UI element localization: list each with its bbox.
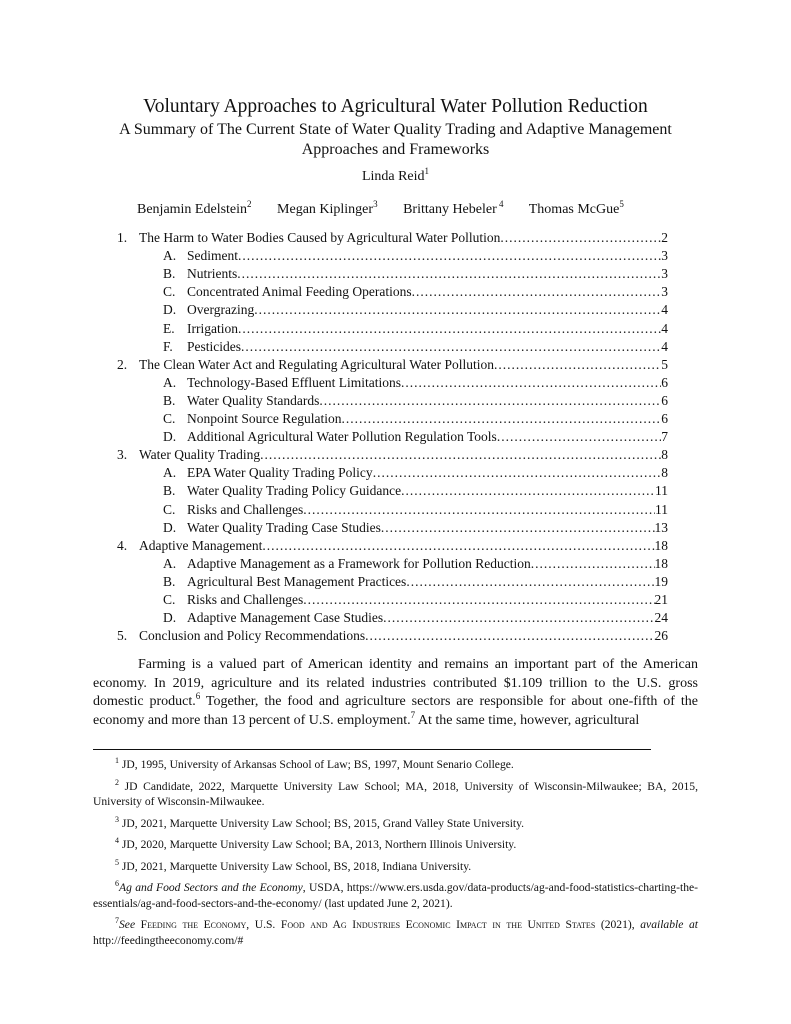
footnote [93,859,698,875]
footnote-text: JD, 2020, Marquette University Law School; BA, 2013, Northern Illinois University. [119,838,517,851]
footnote-number: 4 [115,836,119,845]
footnote [93,880,698,911]
footnote [93,917,698,948]
toc-entry[interactable] [0,283,791,301]
toc-leader-dots [494,356,661,374]
footnote-source-title: Feeding the Economy, U.S. Food and Ag Industries Economic Impact in the United States [140,918,596,931]
toc-entry-title: Nutrients [187,266,238,282]
toc-leader-dots [406,573,654,591]
toc-entry-title: Concentrated Animal Feeding Operations [187,284,412,300]
toc-entry[interactable] [0,301,791,319]
toc-entry[interactable] [0,392,791,410]
toc-entry-number: D. [163,519,177,535]
footnote-number: 2 [115,777,119,787]
toc-entry[interactable] [0,428,791,446]
toc-leader-dots [341,410,661,428]
toc-leader-dots [401,482,655,500]
toc-leader-dots [303,591,654,609]
toc-entry-page: 26 [654,628,668,644]
toc-entry-page: 6 [661,411,668,426]
toc-entry-number: C. [163,411,176,426]
footnote-number: 1 [115,756,119,765]
lead-author-name: Linda Reid [361,169,425,184]
toc-entry-line [187,283,668,301]
toc-leader-dots [373,464,662,482]
document-title: Voluntary Approaches to Agricultural Water Pollution Reduction [143,96,648,117]
toc-entry-number: C. [163,284,176,300]
toc-leader-dots [531,555,655,573]
toc-entry[interactable] [0,374,791,392]
toc-entry-number: A. [163,374,177,390]
toc-entry-line [187,320,668,338]
toc-leader-dots [500,229,661,247]
lead-author [0,168,791,186]
toc-entry-page: 3 [661,266,668,282]
toc-entry-page: 11 [655,483,668,499]
toc-entry-page: 5 [661,356,668,372]
toc-entry-page: 6 [661,392,668,408]
toc-entry-title: Pesticides [187,338,241,354]
toc-leader-dots [401,374,661,392]
toc-entry-line [187,428,668,446]
toc-entry[interactable] [0,464,791,482]
toc-entry-title: Nonpoint Source Regulation [187,411,342,426]
toc-entry-line [187,392,668,410]
toc-entry-page: 21 [654,592,668,607]
footnote-number: 5 [115,857,119,867]
toc-entry-title: EPA Water Quality Trading Policy [187,465,373,481]
footnote-link[interactable]: http://feedingtheeconomy.com/# [93,933,244,947]
toc-entry-title: Conclusion and Policy Recommendations [139,628,366,644]
footnote [93,816,698,832]
toc-entry-number: F. [163,338,173,354]
toc-entry-number: B. [163,573,176,589]
toc-entry-page: 13 [654,519,668,535]
footnote-source-title: Ag and Food Sectors and the Economy [119,881,303,894]
toc-entry-line [187,410,668,428]
toc-entry-line [187,338,668,356]
toc-entry[interactable] [0,320,791,338]
toc-entry-title: Adaptive Management as a Framework for Pollution Reduction [187,555,531,571]
toc-entry-page: 8 [661,447,668,463]
toc-entry-line [139,356,668,374]
toc-entry-title: Agricultural Best Management Practices [187,573,407,589]
toc-leader-dots [260,446,661,464]
toc-entry[interactable] [0,356,791,374]
toc-entry-line [187,501,668,519]
toc-leader-dots [319,392,661,410]
toc-entry-page: 6 [661,374,668,390]
toc-entry[interactable] [0,627,791,645]
footnote-marker[interactable]: 1 [424,166,430,176]
toc-entry-number: B. [163,392,176,408]
footnote-text: JD, 2021, Marquette University Law School, BS, 2018, Indiana University. [119,859,472,873]
toc-entry-title: Risks and Challenges [187,501,304,517]
toc-entry-title: Sediment [187,248,238,264]
toc-leader-dots [237,265,661,283]
footnotes [93,757,698,954]
footnote-text: JD, 1995, University of Arkansas School of Law; BS, 1997, Mount Senario College. [119,758,514,771]
footnote-marker[interactable]: 5 [619,199,624,209]
toc-entry-line [187,482,668,500]
toc-entry-number: B. [163,266,176,282]
footnote-text: (2021), [595,918,635,931]
toc-entry-number: C. [163,592,176,607]
toc-entry[interactable] [0,265,791,283]
toc-leader-dots [238,247,661,265]
toc-entry-line [139,627,668,645]
author-name: Thomas McGue [528,202,620,217]
toc-leader-dots [381,519,655,537]
toc-entry-line [139,229,668,247]
toc-leader-dots [412,283,662,301]
co-authors [137,201,697,219]
footnote-text: JD Candidate, 2022, Marquette University Law School; MA, 2018, University of Wisconsin-Milwaukee; BA, 2015, University of Wisconsin-Milwaukee. [93,779,698,808]
toc-leader-dots [241,338,661,356]
footnote-number: 6 [115,879,119,888]
toc-entry[interactable] [0,482,791,500]
footnote-marker[interactable]: 4 [496,199,504,209]
toc-entry[interactable] [0,555,791,573]
toc-entry-title: Adaptive Management [139,537,263,553]
toc-entry[interactable] [0,591,791,609]
toc-entry-line [187,247,668,265]
toc-entry-line [139,446,668,464]
toc-entry-page: 11 [655,501,668,517]
toc-entry-line [187,609,668,627]
toc-entry-title: The Harm to Water Bodies Caused by Agricultural Water Pollution [139,230,501,245]
body-text: Together, the food and agriculture sectors are responsible for about one-fifth of the economy and more than 13 percent of U.S. employment. [93,694,698,728]
toc-entry[interactable] [0,229,791,247]
toc-entry-title: Water Quality Trading Case Studies [187,519,381,535]
author [403,199,504,217]
toc-entry-line [187,374,668,392]
toc-entry-line [187,519,668,537]
body-text: Farming is a valued part of American identity and remains an important part of the American economy. In 2019, agriculture and its related industries contributed $1.109 trillion to the U.S. gross domestic product. [93,657,698,709]
toc-entry-number: 5. [117,628,128,644]
body-paragraph [93,656,698,730]
footnote-marker[interactable]: 2 [247,199,252,209]
toc-entry[interactable] [0,446,791,464]
toc-entry-line [139,537,668,555]
footnote [93,837,698,853]
toc-entry-number: E. [163,320,175,336]
footnote [93,779,698,810]
toc-entry-title: Overgrazing [187,302,255,318]
toc-entry-title: Water Quality Trading Policy Guidance [187,483,402,499]
toc-leader-dots [365,627,654,645]
footnote-signal: See [119,918,136,931]
author [137,199,252,217]
footnote-number: 7 [115,916,119,925]
toc-entry-number: D. [163,302,177,318]
toc-leader-dots [497,428,661,446]
toc-entry-number: A. [163,248,177,264]
footnote-number: 3 [115,814,119,824]
author [277,199,378,217]
toc-entry-line [187,591,668,609]
toc-entry-title: The Clean Water Act and Regulating Agricultural Water Pollution [139,356,494,372]
author-name: Megan Kiplinger [277,202,374,217]
footnote-text[interactable]: , USDA, https://www.ers.usda.gov/data-products/ag-and-food-statistics-charting-the-essentials/ag-and-food-sectors-and-the-economy/ (last updated June 2, 2021). [93,881,698,910]
toc-entry-line [187,464,668,482]
toc-leader-dots [254,301,661,319]
toc-entry-number: D. [163,610,177,626]
toc-entry-page: 18 [654,555,668,571]
toc-entry-page: 4 [661,302,668,318]
toc-entry-line [187,573,668,591]
toc-entry-number: 4. [117,537,128,553]
toc-entry-number: C. [163,501,176,517]
toc-entry[interactable] [0,247,791,265]
toc-entry-number: A. [163,465,177,481]
toc-entry-title: Technology-Based Effluent Limitations [187,374,402,390]
author [528,199,624,217]
toc-entry-title: Additional Agricultural Water Pollution Regulation Tools [187,429,497,445]
footnote-marker[interactable]: 6 [195,691,201,701]
document-subtitle: A Summary of The Current State of Water Quality Trading and Adaptive Management Approaches and Frameworks [119,121,672,158]
toc-entry-title: Irrigation [187,320,238,336]
toc-entry-number: 3. [117,447,128,463]
footnote-text: JD, 2021, Marquette University Law School; BS, 2015, Grand Valley State University. [119,816,525,830]
toc-entry-page: 2 [661,230,668,245]
author-name: Benjamin Edelstein [137,202,248,217]
toc-entry-title: Water Quality Trading [139,447,261,463]
toc-entry[interactable] [0,609,791,627]
toc-entry-number: D. [163,429,177,445]
footnote-divider [93,749,651,750]
toc-entry-title: Risks and Challenges [187,592,304,607]
toc-entry-page: 8 [661,465,668,481]
footnote-marker[interactable]: 3 [373,199,378,209]
toc-entry-line [187,555,668,573]
toc-entry-number: A. [163,555,177,571]
toc-leader-dots [303,501,655,519]
toc-entry-line [187,301,668,319]
toc-entry-line [187,265,668,283]
footnote-marker[interactable]: 7 [410,709,416,720]
toc-entry-title: Adaptive Management Case Studies [187,610,384,626]
toc-entry-page: 19 [654,573,668,589]
body-text: At the same time, however, agricultural [415,712,640,728]
toc-entry[interactable] [0,573,791,591]
toc-entry-number: 2. [117,356,128,372]
toc-leader-dots [238,320,661,338]
toc-entry[interactable] [0,537,791,555]
toc-entry[interactable] [0,501,791,519]
toc-entry-page: 3 [661,284,668,300]
toc-entry[interactable] [0,519,791,537]
toc-entry-page: 7 [661,429,668,445]
toc-entry-page: 4 [661,320,668,336]
toc-entry-number: 1. [117,230,128,245]
author-name: Brittany Hebeler [403,202,497,217]
toc-entry-page: 4 [661,338,668,354]
toc-leader-dots [383,609,654,627]
toc-entry-number: B. [163,483,176,499]
toc-entry-page: 18 [654,537,668,553]
toc-entry[interactable] [0,338,791,356]
toc-entry-title: Water Quality Standards [187,392,320,408]
footnote [93,757,698,773]
toc-leader-dots [262,537,654,555]
toc-entry-page: 24 [654,610,668,626]
footnote-signal: available at [640,918,698,931]
toc-entry-page: 3 [661,248,668,264]
toc-entry[interactable] [0,410,791,428]
